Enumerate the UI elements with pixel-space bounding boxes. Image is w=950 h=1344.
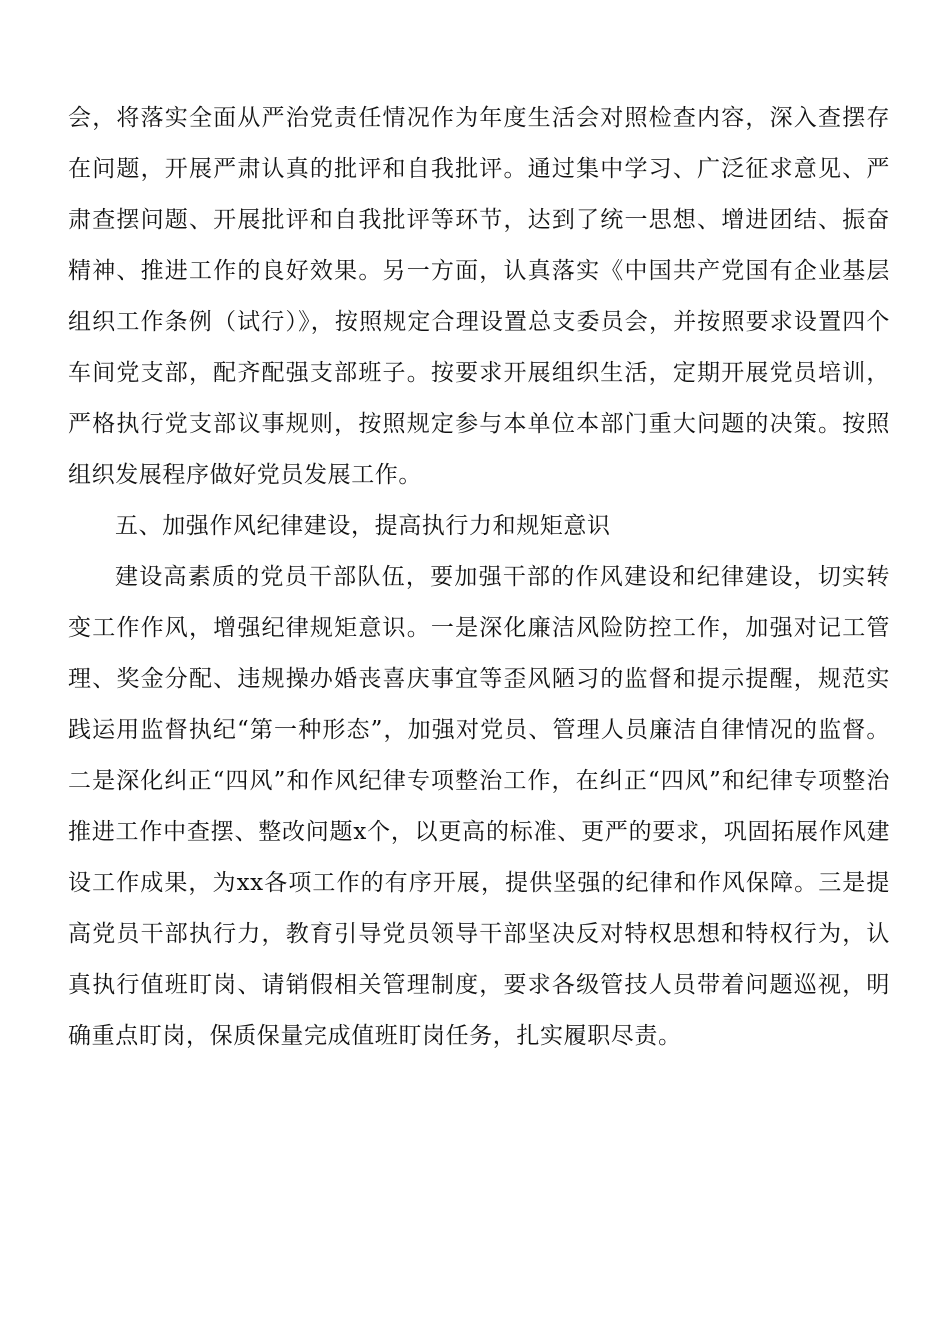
paragraph-continuation: 会，将落实全面从严治党责任情况作为年度生活会对照检查内容，深入查摆存在问题，开展严肃认真的批评和自我批评。通过集中学习、广泛征求意见、严肃查摆问题、开展批评和自我批评等环节，达到了统一思想、增进团结、振奋精神、推进工作的良好效果。另一方面，认真落实《中国共产党国有企业基层组织工作条例（试行）》，按照规定合理设置总支委员会，并按照要求设置四个车间党支部，配齐配强支部班子。按要求开展组织生活，定期开展党员培训，严格执行党支部议事规则，按照规定参与本单位本部门重大问题的决策。按照组织发展程序做好党员发展工作。 [68, 105, 890, 488]
section-heading: 五、加强作风纪律建设，提高执行力和规矩意识 [115, 513, 611, 539]
document-body [68, 93, 890, 1062]
paragraph-body: 建设高素质的党员干部队伍，要加强干部的作风建设和纪律建设，切实转变工作作风，增强纪律规矩意识。一是深化廉洁风险防控工作，加强对记工管理、奖金分配、违规操办婚丧喜庆事宜等歪风陋习的监督和提示提醒，规范实践运用监督执纪“第一种形态”，加强对党员、管理人员廉洁自律情况的监督。二是深化纠正“四风”和作风纪律专项整治工作，在纠正“四风”和纪律专项整治推进工作中查摆、整改问题x个，以更高的标准、更严的要求，巩固拓展作风建设工作成果，为xx各项工作的有序开展，提供坚强的纪律和作风保障。三是提高党员干部执行力，教育引导党员领导干部坚决反对特权思想和特权行为，认真执行值班盯岗、请销假相关管理制度，要求各级管技人员带着问题巡视，明确重点盯岗，保质保量完成值班盯岗任务，扎实履职尽责。 [68, 564, 890, 1049]
